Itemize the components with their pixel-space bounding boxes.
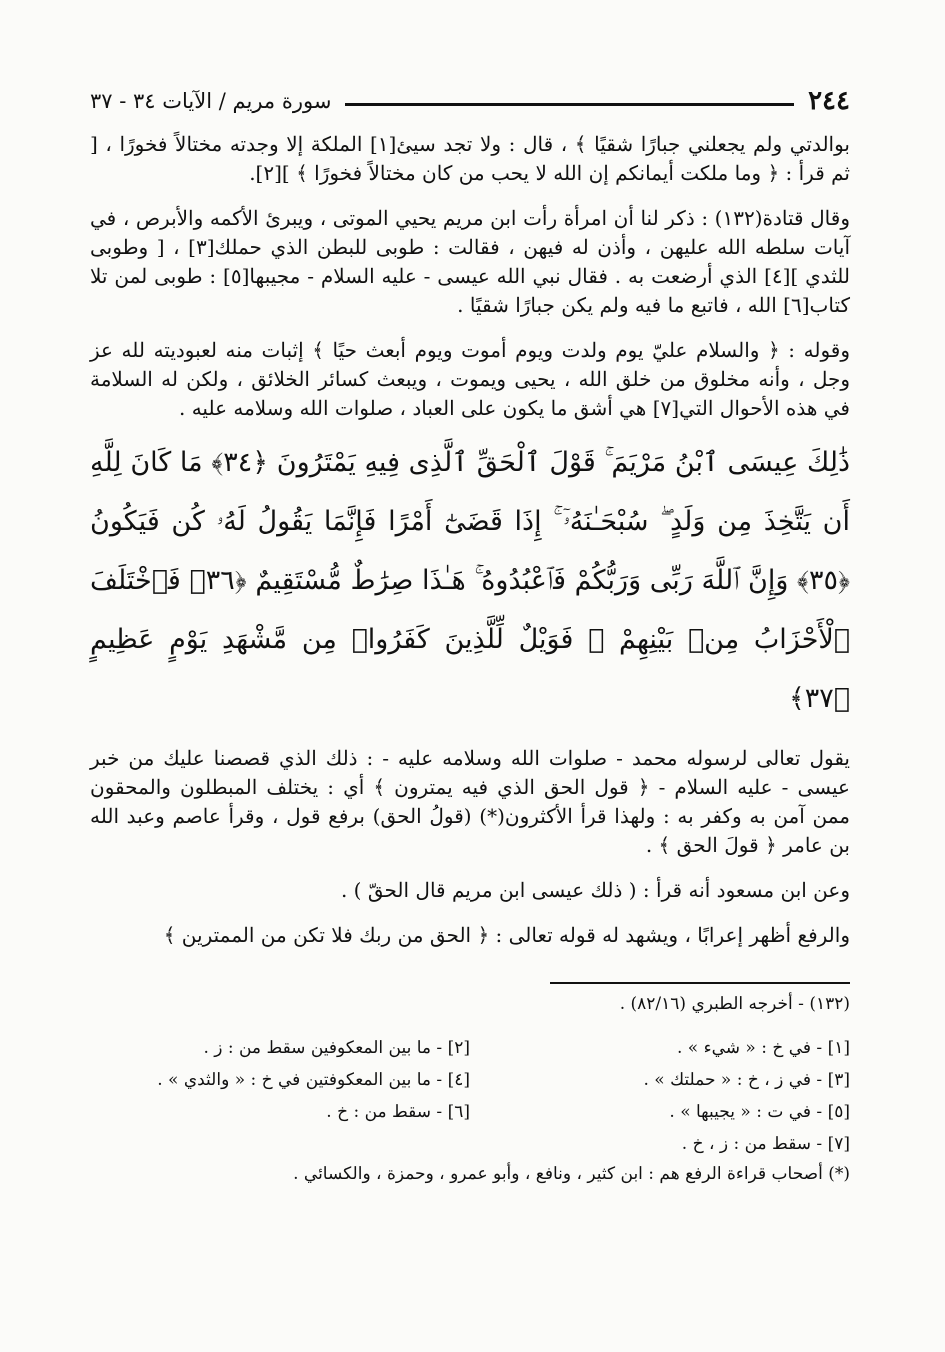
running-title: سورة مريم / الآيات ٣٤ - ٣٧ [90, 89, 332, 113]
commentary-2: وعن ابن مسعود أنه قرأ : ( ذلك عيسى ابن مريم قال الحقّ ) . [340, 878, 850, 902]
footnote-4: [٤] - ما بين المعكوفتين في خ : « والثدي » . [157, 1070, 470, 1090]
footnote-star: (*) أصحاب قراءة الرفع هم : ابن كثير ، ونافع ، وأبو عمرو ، وحمزة ، والكسائي . [293, 1164, 850, 1184]
footnote-source: (١٣٢) - أخرجه الطبري (٨٢/١٦) . [619, 994, 850, 1014]
page-number: ٢٤٤ [808, 86, 850, 116]
footnote-6: [٦] - سقط من : خ . [326, 1102, 470, 1122]
quran-verses: ذَٰلِكَ عِيسَى ٱبْنُ مَرْيَمَ ۚ قَوْلَ ٱلْحَقِّ ٱلَّذِى فِيهِ يَمْتَرُونَ ﴿٣٤﴾ مَا كَانَ لِلَّهِ أَن يَتَّخِذَ مِن وَلَدٍ ۖ سُبْحَـٰنَهُۥٓ ۚ إِذَا قَضَىٰٓ أَمْرًا فَإِنَّمَا يَقُولُ لَهُۥ كُن فَيَكُونُ ﴿٣٥﴾ وَإِنَّ ٱللَّهَ رَبِّى وَرَبُّكُمْ فَٱعْبُدُوهُ ۚ هَـٰذَا صِرَٰطٌ مُّسْتَقِيمٌ ﴿٣٦﴾ فَٱخْتَلَفَ ٱلْأَحْزَابُ مِنۢ بَيْنِهِمْ ۖ فَوَيْلٌ لِّلَّذِينَ كَفَرُوا۟ مِن مَّشْهَدِ يَوْمٍ عَظِيمٍ ﴿٣٧﴾ [90, 447, 850, 714]
footnote-7: [٧] - سقط من : ز ، خ . [681, 1134, 850, 1154]
page-header [90, 80, 850, 122]
footnotes-list [90, 1038, 850, 1154]
paragraph-1: بوالدتي ولم يجعلني جبارًا شقيًا ﴾ ، قال : ولا تجد سيئ[١] الملكة إلا وجدته مختالاً فخورًا ، [ ثم قرأ : ﴿ وما ملكت أيمانكم إن الله لا يحب من كان مختالاً فخورًا ﴾ ][٢]. [90, 132, 850, 185]
header-rule [345, 103, 794, 106]
footnote-1: [١] - في خ : « شيء » . [677, 1038, 850, 1058]
paragraph-2: وقال قتادة(١٣٢) : ذكر لنا أن امرأة رأت ابن مريم يحيي الموتى ، ويبرئ الأكمه والأبرص ، في آيات سلطه الله عليهن ، وأذن له فيهن ، فقالت : طوبى للبطن الذي حملك[٣] ، [ وطوبى للثدي ][٤] الذي أرضعت به . فقال نبي الله عيسى - عليه السلام - مجيبها[٥] : طوبى لمن تلا كتاب[٦] الله ، فاتبع ما فيه ولم يكن جبارًا شقيًا . [90, 206, 850, 317]
footnote-2: [٢] - ما بين المعكوفين سقط من : ز . [203, 1038, 470, 1058]
footnote-separator [550, 982, 850, 984]
page [90, 80, 850, 1184]
footnote-5: [٥] - في ت : « يجيبها » . [669, 1102, 850, 1122]
commentary-1: يقول تعالى لرسوله محمد - صلوات الله وسلامه عليه - : ذلك الذي قصصنا عليك من خبر عيسى - عليه السلام - ﴿ قول الحق الذي فيه يمترون ﴾ أي : يختلف المبطلون والمحقون ممن آمن به وكفر به : ولهذا قرأ الأكثرون(*) (قولُ الحق) برفع قول ، وقرأ عاصم وعبد الله بن عامر ﴿ قولَ الحق ﴾ . [90, 746, 850, 857]
commentary-3: والرفع أظهر إعرابًا ، ويشهد له قوله تعالى : ﴿ الحق من ربك فلا تكن من الممترين ﴾ [163, 923, 850, 947]
paragraph-3: وقوله : ﴿ والسلام عليّ يوم ولدت ويوم أموت ويوم أبعث حيًا ﴾ إثبات منه لعبوديته لله عز وجل ، وأنه مخلوق من خلق الله ، يحيى ويموت ، ويبعث كسائر الخلائق ، ولكن له السلامة في هذه الأحوال التي[٧] هي أشق ما يكون على العباد ، صلوات الله وسلامه عليه . [90, 338, 850, 420]
footnote-3: [٣] - في ز ، خ : « حملتك » . [643, 1070, 850, 1090]
